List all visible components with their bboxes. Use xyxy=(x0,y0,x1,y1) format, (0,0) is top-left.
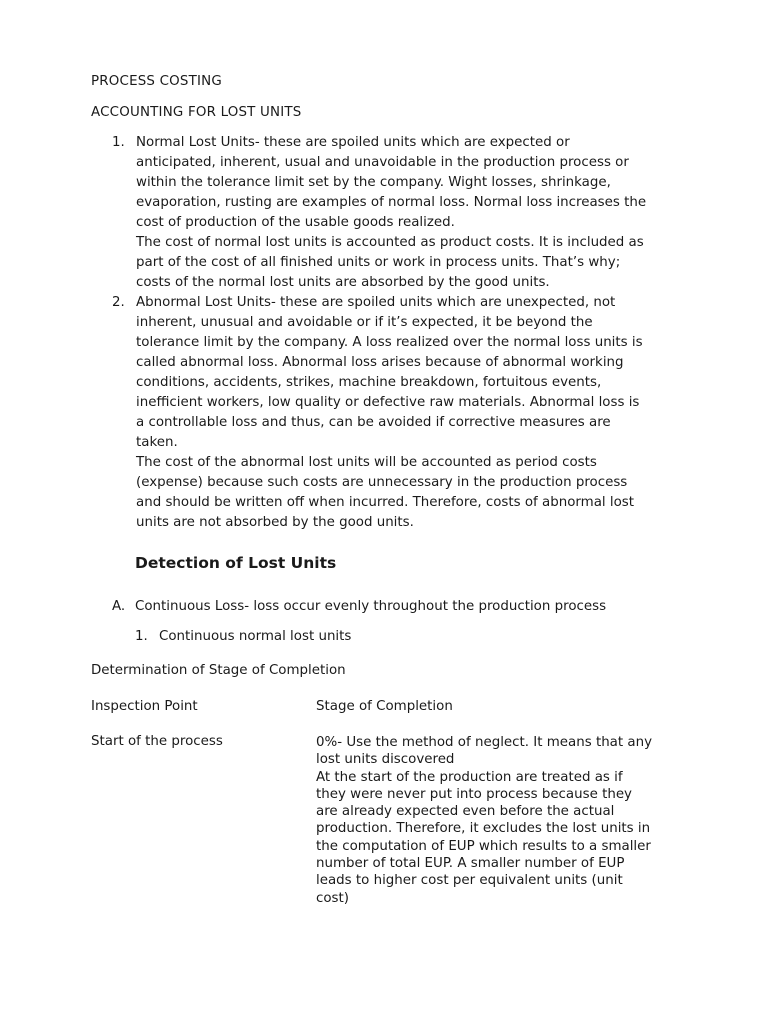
item-line: within the tolerance limit set by the company. Wight losses, shrinkage, xyxy=(136,175,611,190)
item-line: inefficient workers, low quality or defective raw materials. Abnormal loss is xyxy=(136,395,640,410)
cell-line: they were never put into process because they xyxy=(316,786,632,802)
cell-line: At the start of the production are treated as if xyxy=(316,769,623,785)
cell-line: the computation of EUP which results to a smaller xyxy=(316,838,651,854)
table-header-stage-of-completion: Stage of Completion xyxy=(316,699,453,714)
item-line: Abnormal Lost Units- these are spoiled units which are unexpected, not xyxy=(136,295,616,310)
sub-item-number: 1. xyxy=(135,629,148,644)
cell-line: number of total EUP. A smaller number of EUP xyxy=(316,856,625,872)
document-subtitle: ACCOUNTING FOR LOST UNITS xyxy=(91,105,302,120)
cell-line: 0%- Use the method of neglect. It means that any xyxy=(316,735,653,750)
table-cell-start-of-process: Start of the process xyxy=(91,734,223,749)
item-line: conditions, accidents, strikes, machine breakdown, fortuitous events, xyxy=(136,375,602,390)
determination-heading: Determination of Stage of Completion xyxy=(91,663,346,678)
document-title: PROCESS COSTING xyxy=(91,74,222,89)
list-item-abnormal-lost-units xyxy=(112,293,672,533)
item-line: cost of production of the usable goods realized. xyxy=(136,215,455,230)
item-line: units are not absorbed by the good units. xyxy=(136,515,414,530)
item-line: The cost of normal lost units is accounted as product costs. It is included as xyxy=(136,235,644,250)
item-line: costs of the normal lost units are absorbed by the good units. xyxy=(136,275,550,290)
item-line: anticipated, inherent, usual and unavoidable in the production process or xyxy=(136,155,629,170)
item-line: called abnormal loss. Abnormal loss arises because of abnormal working xyxy=(136,355,624,370)
cell-line: are already expected even before the actual xyxy=(316,804,615,820)
table-header-inspection-point: Inspection Point xyxy=(91,699,198,714)
item-line: evaporation, rusting are examples of normal loss. Normal loss increases the xyxy=(136,195,647,210)
item-line: Normal Lost Units- these are spoiled units which are expected or xyxy=(136,135,570,150)
item-line: a controllable loss and thus, can be avoided if corrective measures are xyxy=(136,415,611,430)
item-line: and should be written off when incurred. Therefore, costs of abnormal lost xyxy=(136,495,635,510)
sub-item-text: Continuous normal lost units xyxy=(159,629,352,644)
list-number: 1. xyxy=(112,135,125,150)
cell-line: leads to higher cost per equivalent units (unit xyxy=(316,873,623,889)
list-item-normal-lost-units xyxy=(112,133,672,293)
item-line: inherent, unusual and avoidable or if it’s expected, it be beyond the xyxy=(136,315,593,330)
section-a-text: Continuous Loss- loss occur evenly throughout the production process xyxy=(135,599,607,614)
lost-units-list xyxy=(112,133,672,533)
item-line: The cost of the abnormal lost units will be accounted as period costs xyxy=(136,455,597,470)
section-heading: Detection of Lost Units xyxy=(135,554,337,572)
cell-line: production. Therefore, it excludes the lost units in xyxy=(316,821,651,837)
cell-line: cost) xyxy=(316,890,350,906)
cell-line: lost units discovered xyxy=(316,752,455,768)
section-a-letter: A. xyxy=(112,599,126,614)
list-number: 2. xyxy=(112,295,125,310)
item-line: (expense) because such costs are unnecessary in the production process xyxy=(136,475,628,490)
table-cell-stage-description xyxy=(316,734,682,907)
item-line: part of the cost of all finished units or work in process units. That’s why; xyxy=(136,255,621,270)
item-line: tolerance limit by the company. A loss realized over the normal loss units is xyxy=(136,335,643,350)
item-line: taken. xyxy=(136,435,178,450)
